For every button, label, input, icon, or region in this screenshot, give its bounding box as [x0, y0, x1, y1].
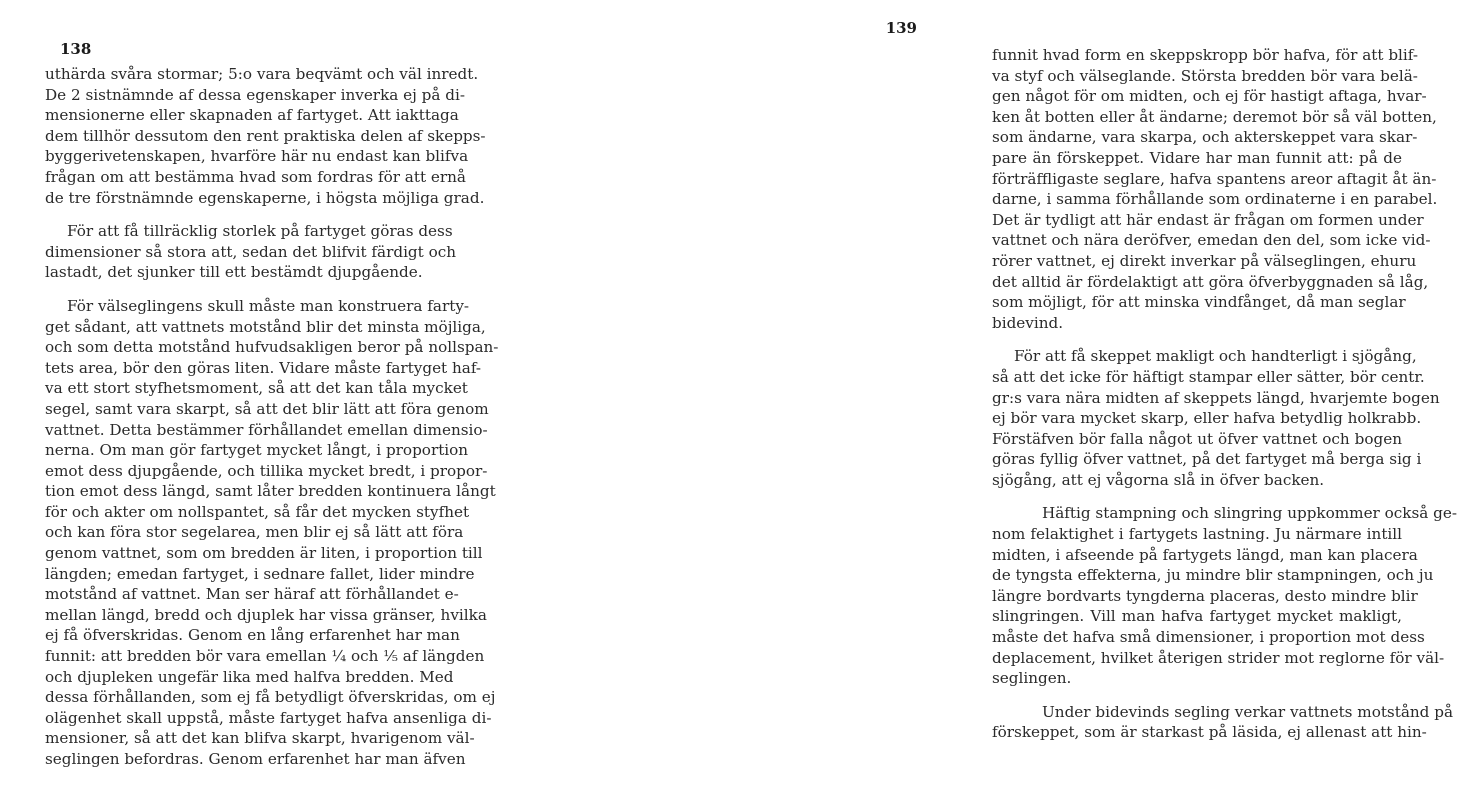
text-line: För att få skeppet makligt och handterligt i sjögång, — [1014, 347, 1417, 366]
text-line: förträffligaste seglare, hafva spantens areor aftagit åt än- — [992, 169, 1437, 188]
text-line: rörer vattnet, ej direkt inverkar på välseglingen, ehuru — [992, 251, 1417, 270]
text-line: byggerivetenskapen, hvarföre här nu endast kan blifva — [45, 147, 469, 166]
right-page — [480, 0, 1457, 795]
right-page-text — [992, 45, 1457, 743]
text-line: måste det hafva små dimensioner, i proportion mot dess — [992, 628, 1425, 647]
text-line: och djupleken ungefär lika med halfva bredden. Med — [45, 667, 454, 686]
text-line: ej bör vara mycket skarp, eller hafva betydlig holkrabb. — [992, 409, 1422, 428]
text-line: seglingen befordras. Genom erfarenhet har man äfven — [45, 750, 466, 768]
text-line: Under bidevinds segling verkar vattnets motstånd på — [1042, 702, 1453, 721]
text-line: mensioner, så att det kan blifva skarpt, hvarigenom väl- — [45, 729, 475, 748]
text-line: funnit hvad form en skeppskropp bör hafva, för att blif- — [992, 46, 1418, 64]
text-line: de tyngsta effekterna, ju mindre blir stampningen, och ju — [992, 566, 1434, 585]
page-number-left: 138 — [60, 40, 92, 58]
text-line: pare än förskeppet. Vidare har man funnit att: på de — [992, 148, 1402, 167]
text-line: get sådant, att vattnets motstånd blir det minsta möjliga, — [45, 317, 486, 336]
text-line: och kan föra stor segelarea, men blir ej så lätt att föra — [45, 523, 464, 542]
text-line: det alltid är fördelaktigt att göra öfverbyggnaden så låg, — [992, 272, 1429, 291]
text-line: ej få öfverskridas. Genom en lång erfarenhet har man — [45, 626, 460, 645]
text-line: och som detta motstånd hufvudsakligen beror på nollspan- — [45, 338, 499, 357]
text-line: gen något för om midten, och ej för hastigt aftaga, hvar- — [992, 87, 1427, 106]
text-line: funnit: att bredden bör vara emellan ¼ och ⅕ af längden — [45, 647, 485, 666]
text-line: darne, i samma förhållande som ordinaterne i en parabel. — [992, 190, 1438, 209]
text-line: längden; emedan fartyget, i sednare fallet, lider mindre — [45, 564, 475, 583]
text-line: vattnet. Detta bestämmer förhållandet emellan dimensio- — [45, 420, 488, 439]
text-line: nerna. Om man gör fartyget mycket långt, i proportion — [45, 441, 469, 460]
text-line: frågan om att bestämma hvad som fordras för att ernå — [45, 167, 466, 186]
text-line: midten, i afseende på fartygets längd, man kan placera — [992, 545, 1418, 564]
text-line: ken åt botten eller åt ändarne; deremot bör så väl botten, — [992, 107, 1437, 126]
text-line: förskeppet, som är starkast på läsida, ej allenast att hin- — [992, 723, 1427, 742]
text-line: dimensioner så stora att, sedan det blifvit färdigt och — [45, 242, 457, 261]
text-line: sjögång, att ej vågorna slå in öfver backen. — [992, 470, 1325, 489]
text-line: som ändarne, vara skarpa, och akterskeppet vara skar- — [992, 128, 1418, 147]
text-line: dessa förhållanden, som ej få betydligt öfverskridas, om ej — [45, 688, 496, 707]
text-line: va styf och välseglande. Största bredden bör vara belä- — [992, 66, 1418, 85]
text-line: segel, samt vara skarpt, så att det blir lätt att föra genom — [45, 399, 489, 418]
text-line: slingringen. Vill man hafva fartyget mycket makligt, — [992, 607, 1402, 626]
text-line: seglingen. — [992, 669, 1072, 688]
text-line: lastadt, det sjunker till ett bestämdt djupgående. — [45, 263, 423, 282]
text-line: tets area, bör den göras liten. Vidare måste fartyget haf- — [45, 358, 482, 377]
text-line: emot dess djupgående, och tillika mycket bredt, i propor- — [45, 461, 488, 480]
text-line: gr:s vara nära midten af skeppets längd, hvarjemte bogen — [992, 388, 1440, 407]
text-line: de tre förstnämnde egenskaperne, i högsta möjliga grad. — [45, 188, 485, 207]
text-line: för och akter om nollspantet, så får det mycken styfhet — [45, 502, 470, 521]
text-line: vattnet och nära deröfver, emedan den del, som icke vid- — [992, 231, 1431, 250]
text-line: Det är tydligt att här endast är frågan om formen under — [992, 210, 1424, 229]
text-line: nom felaktighet i fartygets lastning. Ju närmare intill — [992, 525, 1402, 544]
text-line: För välseglingens skull måste man konstruera farty- — [67, 296, 470, 315]
page-number-right: 139 — [885, 19, 917, 37]
text-line: Förstäfven bör falla något ut öfver vattnet och bogen — [992, 429, 1402, 448]
text-line: tion emot dess längd, samt låter bredden kontinuera långt — [45, 482, 496, 501]
text-line: Häftig stampning och slingring uppkommer också ge- — [1042, 504, 1457, 523]
text-line: uthärda svåra stormar; 5:o vara beqvämt och väl inredt. — [45, 65, 479, 83]
text-line: genom vattnet, som om bredden är liten, i proportion till — [45, 544, 483, 563]
text-line: De 2 sistnämnde af dessa egenskaper inverka ej på di- — [45, 85, 465, 104]
left-page — [0, 0, 499, 795]
text-line: dem tillhör dessutom den rent praktiska delen af skepps- — [45, 126, 486, 145]
text-line: göras fyllig öfver vattnet, på det fartyget må berga sig i — [992, 450, 1422, 469]
text-line: mellan längd, bredd och djuplek har vissa gränser, hvilka — [45, 605, 487, 624]
text-line: som möjligt, för att minska vindfånget, då man seglar — [992, 293, 1406, 312]
text-line: olägenhet skall uppstå, måste fartyget hafva ansenliga di- — [45, 708, 492, 727]
text-line: bidevind. — [992, 313, 1064, 332]
text-line: motstånd af vattnet. Man ser häraf att förhållandet e- — [45, 585, 459, 604]
text-line: deplacement, hvilket återigen strider mot reglorne för väl- — [992, 648, 1445, 667]
text-line: mensionerne eller skapnaden af fartyget. Att iakttaga — [45, 106, 459, 125]
text-line: längre bordvarts tyngderna placeras, desto mindre blir — [992, 586, 1418, 605]
text-line: För att få tillräcklig storlek på fartyget göras dess — [67, 222, 453, 241]
left-page-text — [45, 64, 499, 770]
text-line: så att det icke för häftigt stampar eller sätter, bör centr. — [992, 367, 1425, 386]
text-line: va ett stort styfhetsmoment, så att det kan tåla mycket — [45, 379, 468, 398]
